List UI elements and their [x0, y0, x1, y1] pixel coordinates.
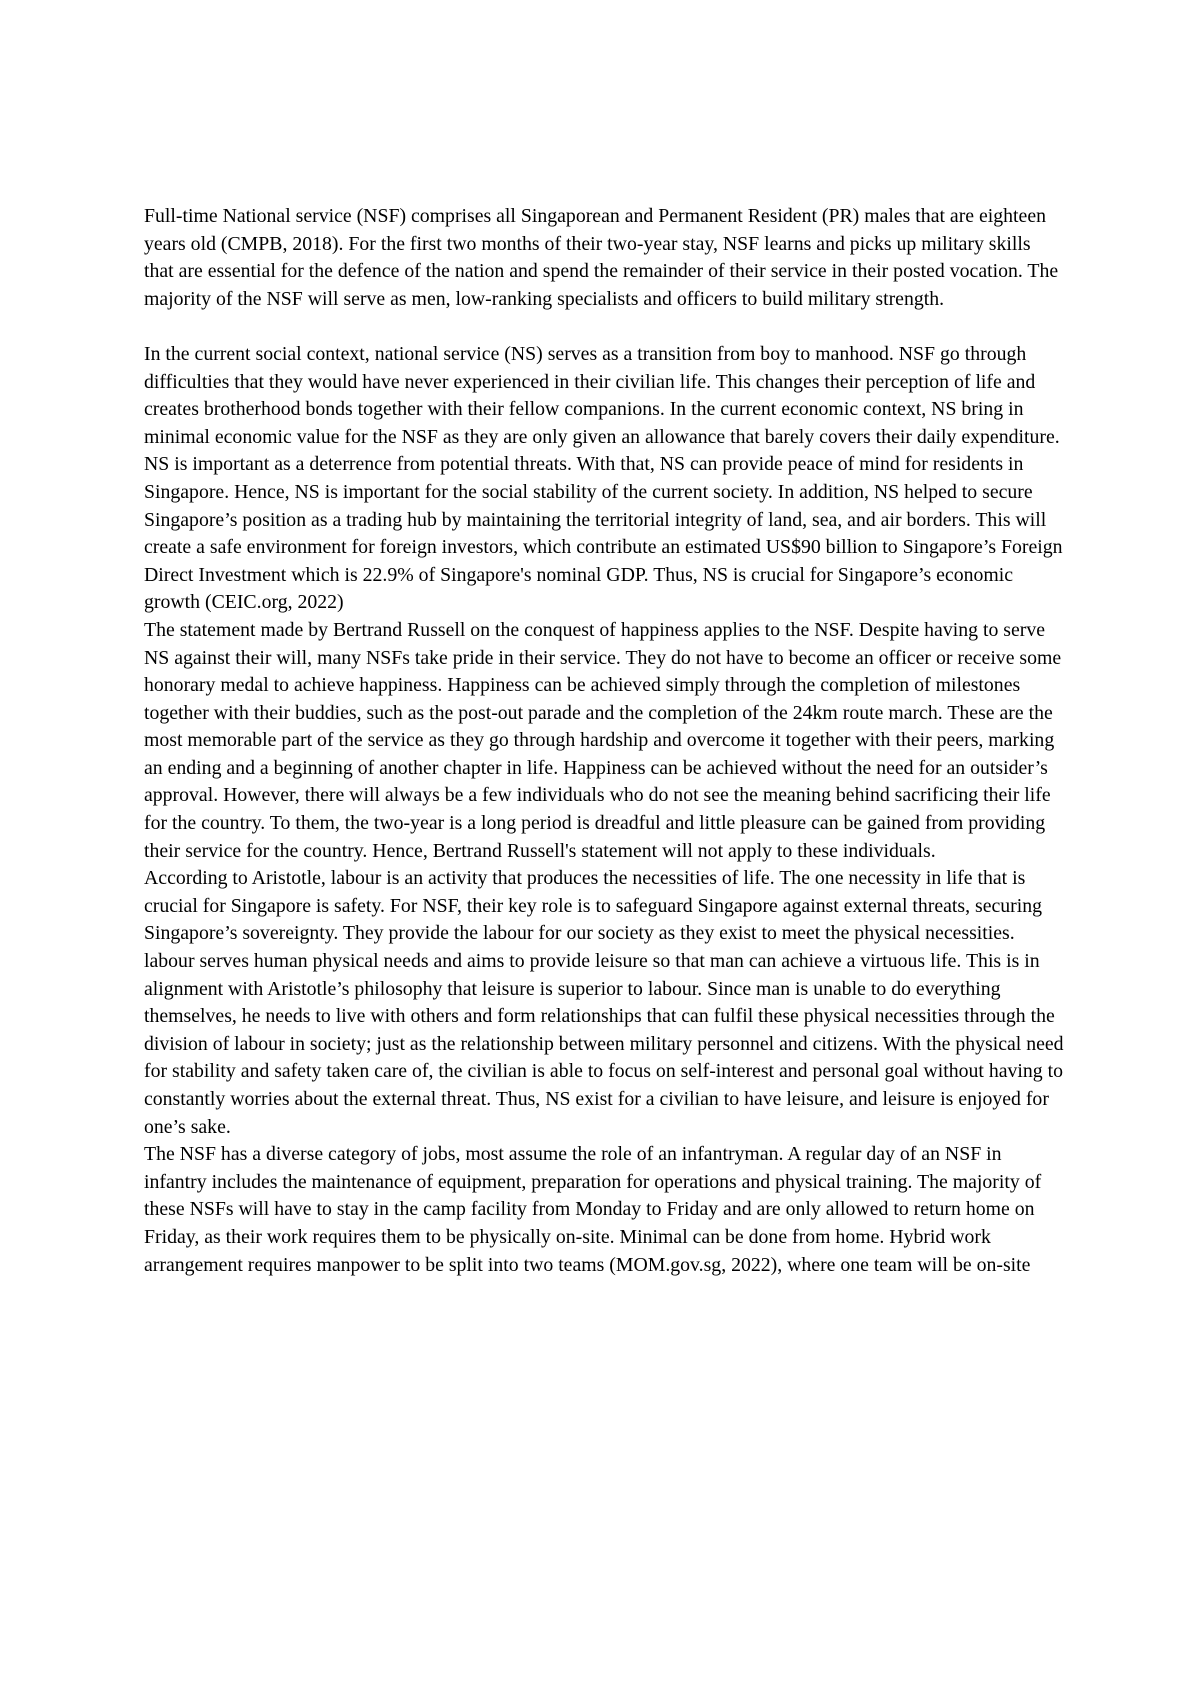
paragraph-nsf-jobs: The NSF has a diverse category of jobs, most assume the role of an infantryman. A regular day of an NSF in infantry includes the maintenance of equipment, preparation for operations and physical training. The majority of these NSFs will have to stay in the camp facility from Monday to Friday and are only allowed to return home on Friday, as their work requires them to be physically on-site. Minimal can be done from home. Hybrid work arrangement requires manpower to be split into two teams (MOM.gov.sg, 2022), where one team will be on-site	[144, 1143, 1042, 1276]
paragraph-social-economic-context: In the current social context, national service (NS) serves as a transition from boy to manhood. NSF go through difficulties that they would have never experienced in their civilian life. This changes their perception of life and creates brotherhood bonds together with their fellow companions. In the current economic context, NS bring in minimal economic value for the NSF as they are only given an allowance that barely covers their daily expenditure. NS is important as a deterrence from potential threats. With that, NS can provide peace of mind for residents in Singapore. Hence, NS is important for the social stability of the current society. In addition, NS helped to secure Singapore’s position as a trading hub by maintaining the territorial integrity of land, sea, and air borders. This will create a safe environment for foreign investors, which contribute an estimated US$90 billion to Singapore’s Foreign Direct Investment which is 22.9% of Singapore's nominal GDP. Thus, NS is crucial for Singapore’s economic growth (CEIC.org, 2022)	[144, 342, 1063, 614]
document-body	[144, 203, 1064, 1279]
paragraph-aristotle-labour: According to Aristotle, labour is an activity that produces the necessities of life. The one necessity in life that is crucial for Singapore is safety. For NSF, their key role is to safeguard Singapore against external threats, securing Singapore’s sovereignty. They provide the labour for our society as they exist to meet the physical necessities. labour serves human physical needs and aims to provide leisure so that man can achieve a virtuous life. This is in alignment with Aristotle’s philosophy that leisure is superior to labour. Since man is unable to do everything themselves, he needs to live with others and form relationships that can fulfil these physical necessities through the division of labour in society; just as the relationship between military personnel and citizens. With the physical need for stability and safety taken care of, the civilian is able to focus on self-interest and personal goal without having to constantly worries about the external threat. Thus, NS exist for a civilian to have leisure, and leisure is enjoyed for one’s sake.	[144, 867, 1064, 1138]
paragraph-russell-happiness: The statement made by Bertrand Russell on the conquest of happiness applies to the NSF. Despite having to serve NS against their will, many NSFs take pride in their service. They do not have to become an officer or receive some honorary medal to achieve happiness. Happiness can be achieved simply through the completion of milestones together with their buddies, such as the post-out parade and the completion of the 24km route march. These are the most memorable part of the service as they go through hardship and overcome it together with their peers, marking an ending and a beginning of another chapter in life. Happiness can be achieved without the need for an outsider’s approval. However, there will always be a few individuals who do not see the meaning behind sacrificing their life for the country. To them, the two-year is a long period is dreadful and little pleasure can be gained from providing their service for the country. Hence, Bertrand Russell's statement will not apply to these individuals.	[144, 618, 1062, 862]
paragraph-nsf-overview: Full-time National service (NSF) comprises all Singaporean and Permanent Resident (PR) males that are eighteen years old (CMPB, 2018). For the first two months of their two-year stay, NSF learns and picks up military skills that are essential for the defence of the nation and spend the remainder of their service in their posted vocation. The majority of the NSF will serve as men, low-ranking specialists and officers to build military strength.	[144, 205, 1059, 310]
